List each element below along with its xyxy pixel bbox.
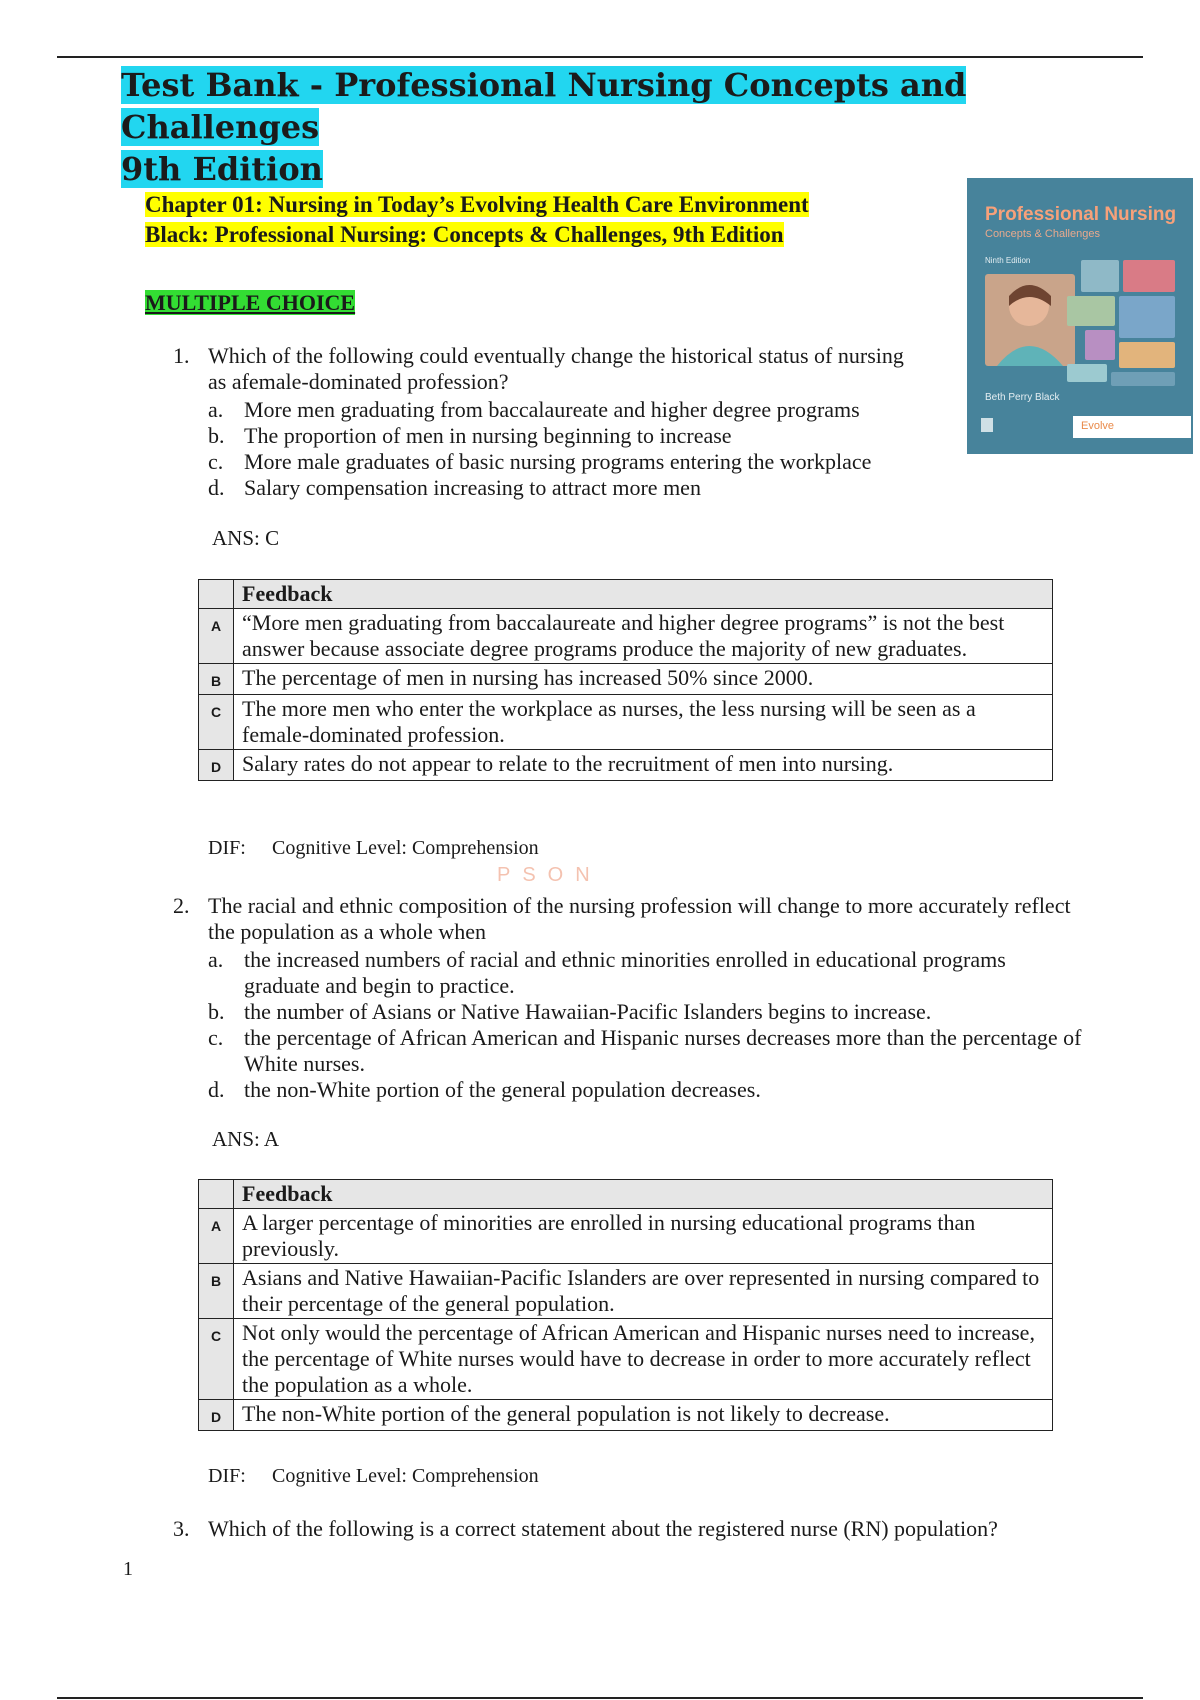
question-number: 3. xyxy=(173,1516,190,1541)
feedback-row xyxy=(199,1400,1053,1431)
feedback-header-row xyxy=(199,580,1053,609)
feedback-row xyxy=(199,695,1053,750)
question-1 xyxy=(173,343,1093,501)
chapter-heading xyxy=(145,190,809,250)
feedback-text: A larger percentage of minorities are enrolled in nursing educational programs than previously. xyxy=(234,1209,1053,1264)
question-number: 2. xyxy=(173,893,190,918)
watermark: PSON xyxy=(497,864,602,886)
feedback-key: A xyxy=(199,1209,234,1264)
chapter-line-2: Black: Professional Nursing: Concepts & Challenges, 9th Edition xyxy=(145,222,784,247)
option-c: c. More male graduates of basic nursing programs entering the workplace xyxy=(208,449,872,474)
feedback-text: The non-White portion of the general population is not likely to decrease. xyxy=(234,1400,1053,1431)
option-d: d. the non-White portion of the general population decreases. xyxy=(208,1077,761,1102)
option-a: a. More men graduating from baccalaureate and higher degree programs xyxy=(208,397,860,422)
feedback-text: Asians and Native Hawaiian-Pacific Islanders are over represented in nursing compared to their percentage of the general population. xyxy=(234,1264,1053,1319)
feedback-row xyxy=(199,1319,1053,1400)
feedback-key: A xyxy=(199,609,234,664)
document-title xyxy=(121,64,1121,190)
feedback-corner-cell xyxy=(199,580,234,609)
feedback-key: C xyxy=(199,695,234,750)
feedback-key: B xyxy=(199,1264,234,1319)
feedback-row xyxy=(199,664,1053,695)
option-a: a. the increased numbers of racial and ethnic minorities enrolled in educational programs graduate and begin to practice. xyxy=(208,947,1006,998)
cover-logo-text: Evolve xyxy=(1081,420,1115,432)
dif-label: DIF: xyxy=(208,837,246,859)
feedback-text: The more men who enter the workplace as nurses, the less nursing will be seen as a female-dominated profession. xyxy=(234,695,1053,750)
difficulty-line xyxy=(208,1465,539,1488)
question-2 xyxy=(173,893,1093,1103)
feedback-text: Not only would the percentage of African American and Hispanic nurses need to increase, the percentage of White nurses would have to decrease in order to more accurately reflect the population as a whole. xyxy=(234,1319,1053,1400)
feedback-text: Salary rates do not appear to relate to the recruitment of men into nursing. xyxy=(234,750,1053,781)
feedback-row xyxy=(199,1264,1053,1319)
feedback-corner-cell xyxy=(199,1180,234,1209)
option-b: b. The proportion of men in nursing beginning to increase xyxy=(208,423,732,448)
title-line-2: 9th Edition xyxy=(121,150,323,188)
answer-key: ANS: C xyxy=(212,526,280,550)
chapter-line-1: Chapter 01: Nursing in Today’s Evolving Health Care Environment xyxy=(145,192,809,217)
feedback-row xyxy=(199,609,1053,664)
feedback-row xyxy=(199,750,1053,781)
option-c: c. the percentage of African American and Hispanic nurses decreases more than the percentage of White nurses. xyxy=(208,1025,1082,1076)
feedback-table xyxy=(198,1179,1053,1431)
feedback-key: D xyxy=(199,750,234,781)
feedback-text: “More men graduating from baccalaureate and higher degree programs” is not the best answer because associate degree programs produce the majority of new graduates. xyxy=(234,609,1053,664)
feedback-header: Feedback xyxy=(234,580,1053,609)
answer-options xyxy=(208,947,1093,1103)
feedback-header: Feedback xyxy=(234,1180,1053,1209)
cover-title: Professional Nursing xyxy=(985,204,1177,225)
dif-value: Cognitive Level: Comprehension xyxy=(272,837,539,859)
feedback-header-row xyxy=(199,1180,1053,1209)
cover-subtitle: Concepts & Challenges xyxy=(985,228,1100,240)
title-line-1: Test Bank - Professional Nursing Concepts and Challenges xyxy=(121,66,967,146)
feedback-key: D xyxy=(199,1400,234,1431)
option-b: b. the number of Asians or Native Hawaiian-Pacific Islanders begins to increase. xyxy=(208,999,932,1024)
question-number: 1. xyxy=(173,343,190,368)
answer-key: ANS: A xyxy=(212,1127,280,1151)
feedback-key: B xyxy=(199,664,234,695)
dif-value: Cognitive Level: Comprehension xyxy=(272,1465,539,1487)
feedback-row xyxy=(199,1209,1053,1264)
option-d: d. Salary compensation increasing to attract more men xyxy=(208,475,701,500)
difficulty-line xyxy=(208,837,539,860)
feedback-table xyxy=(198,579,1053,781)
dif-label: DIF: xyxy=(208,1465,246,1487)
feedback-text: The percentage of men in nursing has increased 50% since 2000. xyxy=(234,664,1053,695)
feedback-key: C xyxy=(199,1319,234,1400)
page-number: 1 xyxy=(123,1558,133,1580)
question-stem: Which of the following is a correct statement about the registered nurse (RN) population? xyxy=(208,1516,998,1541)
question-stem: The racial and ethnic composition of the nursing profession will change to more accurately reflect the population as a whole when xyxy=(208,893,1071,944)
top-rule xyxy=(57,56,1143,58)
bottom-rule xyxy=(57,1697,1143,1699)
cover-author: Beth Perry Black xyxy=(985,392,1060,403)
section-heading: MULTIPLE CHOICE xyxy=(145,290,356,315)
question-stem: Which of the following could eventually change the historical status of nursing as afemale-dominated profession? xyxy=(208,343,904,394)
cover-edition: Ninth Edition xyxy=(985,256,1031,265)
answer-options xyxy=(208,397,1093,501)
question-3 xyxy=(173,1516,1093,1542)
